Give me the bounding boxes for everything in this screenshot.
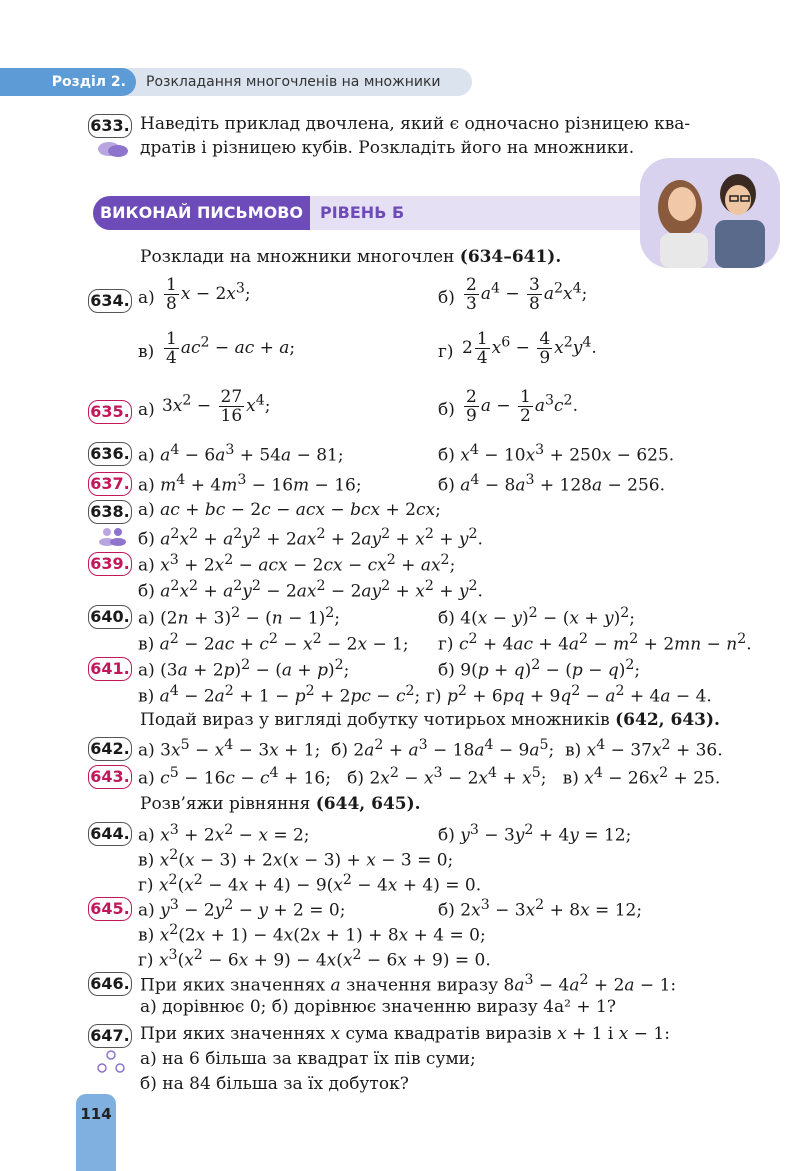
problem-number: 647.	[88, 1024, 132, 1048]
intro-text: Розклади на множники многочлен	[140, 247, 455, 267]
expression: б) $x^4 - 10x^3 + 250x - 625$.	[438, 442, 675, 466]
expression: а) $c^5 - 16c - c^4 + 16$; б) $2x^2 - x^3 - 2x^4 + x^5$; в) $x^4 - 26x^2 + 25$.	[138, 765, 721, 789]
expression: $\frac{1}{8}$ $x - 2x^3$;	[166, 275, 251, 314]
students-photo	[640, 158, 780, 268]
item-label: г)	[438, 342, 454, 362]
problem-number: 634.	[88, 289, 132, 313]
expression: а) $x^3 + 2x^2 - x = 2$;	[138, 822, 310, 846]
problem-number: 639.	[88, 552, 132, 576]
intro-ref: (644, 645).	[315, 794, 421, 814]
expression: в) $a^2 - 2ac + c^2 - x^2 - 2x - 1$;	[138, 631, 409, 655]
problem-number: 638.	[88, 500, 132, 524]
expression: б) $a^4 - 8a^3 + 128a - 256$.	[438, 472, 666, 496]
problem-number: 644.	[88, 822, 132, 846]
expression: в) $x^2(x - 3) + 2x(x - 3) + x - 3 = 0$;	[138, 847, 454, 871]
expression: б) $4(x - y)^2 - (x + y)^2$;	[438, 605, 635, 629]
page-number: 114	[76, 1094, 116, 1171]
expression: а) $x^3 + 2x^2$ − acx − $2cx - cx^2 + ax^2$;	[138, 552, 456, 576]
students-illustration	[640, 158, 780, 268]
intro-text: Розв’яжи рівняння	[140, 794, 311, 814]
expression: а) $y^3 - 2y^2 - y + 2 = 0$;	[138, 897, 346, 921]
item-label: в)	[138, 342, 155, 362]
expression: г) $c^2 + 4ac + 4a^2 - m^2 + 2mn - n^2$.	[438, 631, 752, 655]
problem-number: 642.	[88, 737, 132, 761]
intro-ref: (642, 643).	[615, 710, 720, 730]
expression: а) $(3a + 2p)^2 - (a + p)^2$;	[138, 657, 350, 681]
banner-write-label: ВИКОНАЙ ПИСЬМОВО	[93, 196, 310, 230]
banner-level-label: РІВЕНЬ Б	[310, 196, 663, 230]
expression: б) $a^2x^2 + a^2y^2 + 2ax^2 + 2ay^2 + x^2 + y^2$.	[138, 526, 483, 550]
expression: $\frac{2}{3}$ $a^4$ − $\frac{3}{8}$ $a^2x^4$;	[466, 275, 588, 314]
item-label: б)	[438, 400, 455, 420]
discussion-icon	[96, 140, 130, 160]
intro-text: Подай вираз у вигляді добутку чотирьох множників	[140, 710, 610, 730]
expression: г) $x^3(x^2 - 6x + 9) - 4x(x^2 - 6x + 9) = 0$.	[138, 947, 491, 971]
expression: а) $m^4 + 4m^3 - 16m - 16$;	[138, 472, 362, 496]
expression: $3x^2$ − $\frac{27}{16}$ $x^4$;	[162, 387, 271, 426]
section-header	[0, 68, 472, 96]
item-label: б)	[438, 288, 455, 308]
group-work-icon	[96, 1050, 126, 1076]
problem-text-line: При яких значеннях x сума квадратів виразів x + 1 і x − 1:	[140, 1024, 670, 1044]
problem-text-line: б) на 84 більша за їх добуток?	[140, 1074, 409, 1094]
item-label: а)	[138, 288, 155, 308]
expression: а) $3x^5 - x^4 - 3x + 1$; б) $2a^2 + a^3 - 18a^4 - 9a^5$; в) $x^4 - 37x^2 + 36$.	[138, 737, 723, 761]
problem-number: 640.	[88, 605, 132, 629]
expression: $\frac{1}{4}$ $ac^2$ − ac + a;	[166, 329, 296, 368]
expression: а) ac + bc − 2c − acx − bcx + 2cx;	[138, 500, 441, 520]
problem-number: 643.	[88, 765, 132, 789]
problem-number: 646.	[88, 972, 132, 996]
intro-634-641	[140, 247, 561, 267]
intro-644-645	[140, 794, 421, 814]
expression: а) $(2n + 3)^2 - (n - 1)^2$;	[138, 605, 340, 629]
item-label: а)	[138, 400, 155, 420]
intro-ref: (634–641).	[459, 247, 562, 267]
expression: б) $9(p + q)^2 - (p - q)^2$;	[438, 657, 641, 681]
problem-number: 636.	[88, 442, 132, 466]
section-label: Розділ 2.	[0, 68, 136, 96]
expression: а) $a^4 - 6a^3 + 54a - 81$;	[138, 442, 344, 466]
expression: в) $a^4 - 2a^2 + 1 - p^2 + 2pc - c^2$;	[138, 683, 421, 707]
problem-number: 637.	[88, 472, 132, 496]
expression: б) $y^3 - 3y^2 + 4y = 12$;	[438, 822, 632, 846]
expression: б) $2x^3 - 3x^2 + 8x = 12$;	[438, 897, 643, 921]
expression: в) $x^2(2x + 1) - 4x(2x + 1) + 8x + 4 = 0$;	[138, 922, 486, 946]
problem-number: 645.	[88, 897, 132, 921]
problem-text-line: дратів і різницею кубів. Розкладіть його на множники.	[140, 138, 635, 158]
task-banner	[93, 196, 663, 230]
problem-text-line: Наведіть приклад двочлена, який є одночасно різницею ква-	[140, 114, 691, 134]
intro-642-643	[140, 710, 720, 730]
expression: г) $p^2 + 6pq + 9q^2 - a^2 + 4a - 4$.	[426, 683, 712, 707]
expression: г) $x^2(x^2 - 4x + 4) - 9(x^2 - 4x + 4) = 0$.	[138, 872, 482, 896]
problem-number: 641.	[88, 657, 132, 681]
section-title: Розкладання многочленів на множники	[146, 74, 441, 90]
pair-work-icon	[98, 526, 128, 546]
expression: б) $a^2x^2 + a^2y^2 - 2ax^2 - 2ay^2 + x^2 + y^2$.	[138, 578, 483, 602]
expression: $\frac{2}{9}$ a − $\frac{1}{2}$ $a^3c^2$.	[466, 387, 578, 426]
problem-number: 635.	[88, 400, 132, 424]
problem-number: 633.	[88, 114, 132, 138]
problem-text-line: При яких значеннях a значення виразу $8a^3 - 4a^2 + 2a - 1$:	[140, 972, 677, 996]
expression: 2 $\frac{1}{4}$ $x^6$ − $\frac{4}{9}$ $x^2y^4$.	[462, 329, 597, 368]
problem-text-line: а) дорівнює 0; б) дорівнює значенню виразу 4a² + 1?	[140, 997, 616, 1017]
problem-text-line: а) на 6 більша за квадрат їх пів суми;	[140, 1049, 476, 1069]
